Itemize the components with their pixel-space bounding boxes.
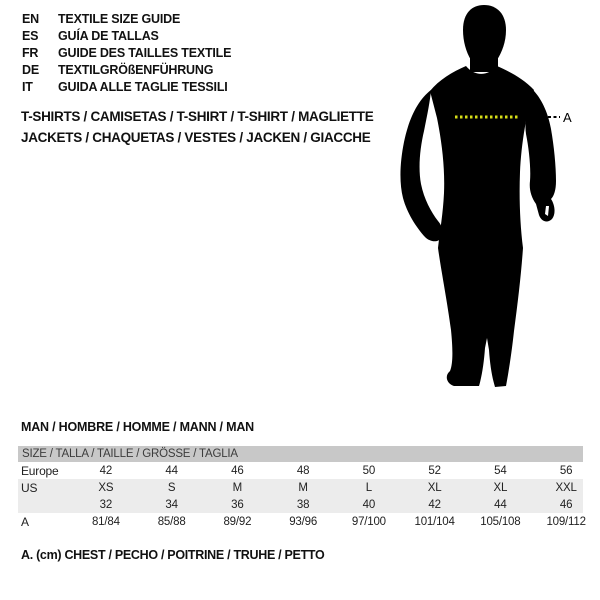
cell: XL bbox=[493, 481, 508, 494]
cell: 36 bbox=[231, 498, 244, 511]
measure-label-a: A bbox=[563, 110, 572, 125]
cell: 44 bbox=[494, 498, 507, 511]
silhouette-right-arm bbox=[525, 90, 556, 222]
cell: 54 bbox=[494, 464, 507, 477]
garment-categories bbox=[21, 106, 373, 148]
language-row-it bbox=[22, 78, 231, 95]
language-code: EN bbox=[22, 11, 39, 26]
cell: 40 bbox=[362, 498, 376, 511]
cell: 46 bbox=[559, 498, 573, 511]
cell: 56 bbox=[559, 464, 573, 477]
cell: 46 bbox=[231, 464, 244, 477]
cell: 109/112 bbox=[546, 515, 586, 528]
section-title-man: MAN / HOMBRE / HOMME / MANN / MAN bbox=[21, 420, 254, 434]
table-row-alt-sizes bbox=[18, 496, 583, 513]
category-jackets: JACKETS / CHAQUETAS / VESTES / JACKEN / GIACCHE bbox=[21, 130, 371, 145]
size-table-header: SIZE / TALLA / TAILLE / GRÖSSE / TAGLIA bbox=[18, 446, 583, 462]
language-label: GUIDA ALLE TAGLIE TESSILI bbox=[58, 79, 228, 94]
cell: 85/88 bbox=[157, 515, 186, 528]
language-label: TEXTILE SIZE GUIDE bbox=[58, 11, 181, 26]
man-silhouette-graphic bbox=[400, 0, 600, 400]
row-label: US bbox=[21, 480, 38, 495]
language-row-fr bbox=[22, 44, 231, 61]
table-row-us bbox=[18, 479, 583, 496]
cell: 48 bbox=[296, 464, 310, 477]
silhouette-torso bbox=[430, 66, 534, 248]
language-code: ES bbox=[22, 28, 39, 43]
size-table bbox=[18, 446, 586, 530]
silhouette-neck bbox=[470, 50, 498, 72]
language-code: FR bbox=[22, 45, 39, 60]
language-code: IT bbox=[22, 79, 33, 94]
category-tshirts: T-SHIRTS / CAMISETAS / T-SHIRT / T-SHIRT / MAGLIETTE bbox=[21, 109, 374, 124]
cell: 50 bbox=[362, 464, 376, 477]
measurement-footnote: A. (cm) CHEST / PECHO / POITRINE / TRUHE / PETTO bbox=[21, 548, 325, 562]
cell: 38 bbox=[296, 498, 310, 511]
cell: 44 bbox=[165, 464, 178, 477]
language-row-es bbox=[22, 27, 231, 44]
cell: 52 bbox=[428, 464, 441, 477]
cell: 97/100 bbox=[351, 515, 386, 528]
language-label: GUÍA DE TALLAS bbox=[58, 28, 159, 43]
body-figure bbox=[400, 0, 600, 400]
row-values bbox=[73, 465, 599, 477]
cell: 101/104 bbox=[414, 515, 455, 528]
cell: 105/108 bbox=[480, 515, 521, 528]
cell: XXL bbox=[555, 481, 577, 494]
cell: 81/84 bbox=[91, 515, 120, 528]
silhouette-legs bbox=[438, 248, 523, 387]
row-values bbox=[73, 482, 599, 494]
language-code: DE bbox=[22, 62, 39, 77]
language-row-en bbox=[22, 10, 231, 27]
cell: 89/92 bbox=[223, 515, 252, 528]
language-list bbox=[22, 10, 231, 95]
table-row-chest-cm bbox=[18, 513, 586, 530]
cell: 42 bbox=[99, 464, 113, 477]
cell: 32 bbox=[99, 498, 113, 511]
cell: M bbox=[298, 481, 308, 494]
cell: 42 bbox=[428, 498, 441, 511]
cell: L bbox=[365, 481, 372, 494]
cell: XS bbox=[98, 481, 114, 494]
cell: 93/96 bbox=[289, 515, 318, 528]
language-row-de bbox=[22, 61, 231, 78]
table-row-europe bbox=[18, 462, 583, 479]
row-label: Europe bbox=[21, 463, 59, 478]
cell: S bbox=[167, 481, 176, 494]
language-label: TEXTILGRÖßENFÜHRUNG bbox=[58, 62, 214, 77]
cell: XL bbox=[427, 481, 442, 494]
cell: M bbox=[232, 481, 243, 494]
cell: 34 bbox=[165, 498, 178, 511]
row-values bbox=[73, 516, 599, 528]
language-label: GUIDE DES TAILLES TEXTILE bbox=[58, 45, 232, 60]
row-values bbox=[73, 499, 599, 511]
row-label: A bbox=[21, 514, 29, 529]
